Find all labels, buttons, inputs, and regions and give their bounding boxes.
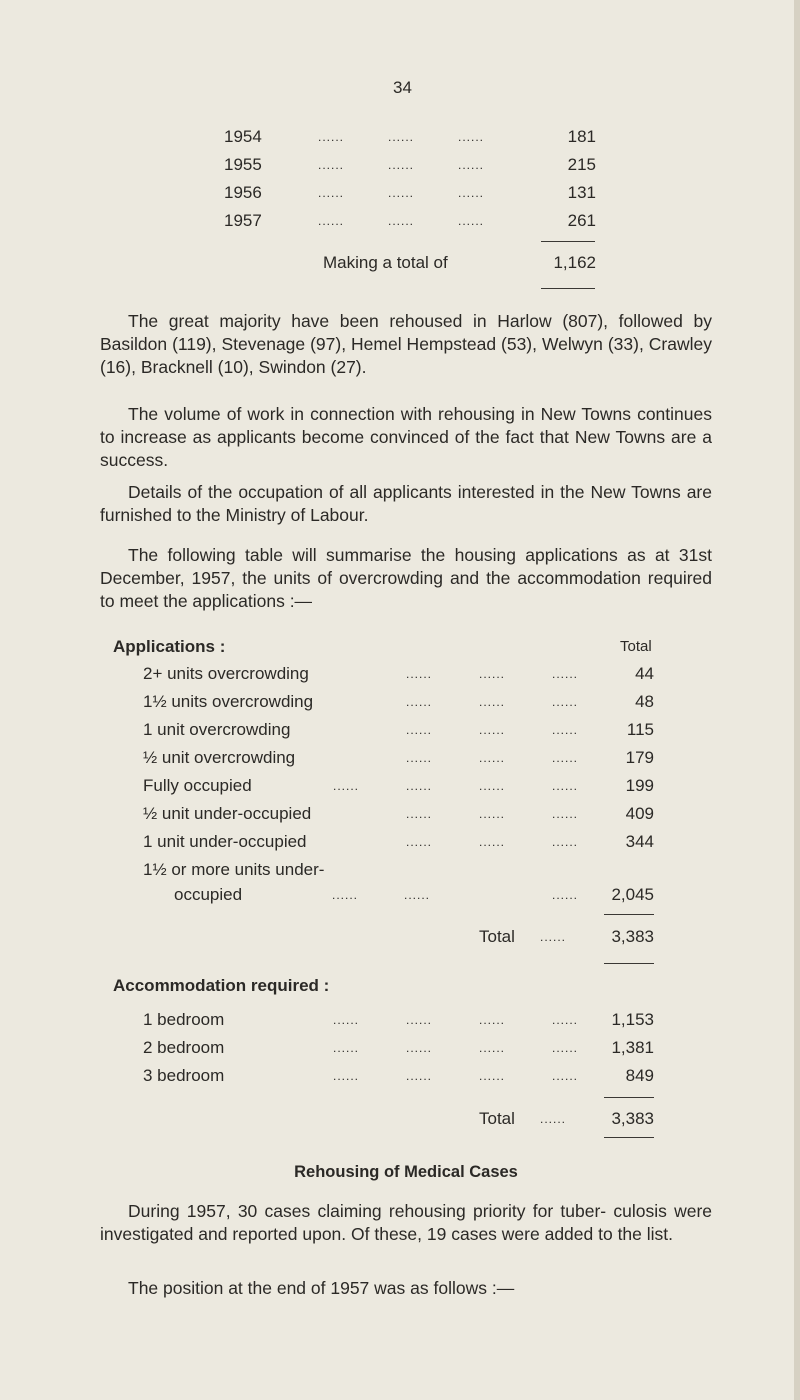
- application-label-continued: occupied: [174, 885, 243, 904]
- leader-dots: ......: [388, 214, 415, 228]
- leader-dots: ......: [318, 158, 345, 172]
- application-value: 44: [635, 664, 654, 683]
- leader-dots: ......: [406, 667, 433, 681]
- leader-dots: ......: [458, 130, 485, 144]
- leader-dots: ......: [479, 779, 506, 793]
- leader-dots: ......: [406, 1069, 433, 1083]
- leader-dots: ......: [406, 807, 433, 821]
- applications-total-label: Total: [479, 927, 515, 946]
- applications-heading: Applications :: [113, 637, 226, 656]
- leader-dots: ......: [552, 835, 579, 849]
- leader-dots: ......: [318, 186, 345, 200]
- leader-dots: ......: [406, 723, 433, 737]
- leader-dots: ......: [333, 1069, 360, 1083]
- year-value: 215: [567, 155, 596, 174]
- rule: [604, 1097, 654, 1098]
- leader-dots: ......: [479, 695, 506, 709]
- leader-dots: ......: [332, 888, 359, 902]
- application-value: 409: [625, 804, 654, 823]
- paragraph-details: Details of the occupation of all applicants interested in the New Towns are furnished to the Ministry of Labour.: [100, 482, 712, 525]
- accommodation-heading: Accommodation required :: [113, 976, 330, 995]
- application-value: 48: [635, 692, 654, 711]
- year-label: 1957: [224, 211, 262, 230]
- paragraph-table-intro: The following table will summarise the housing applications as at 31st December, 1957, the units of overcrowding and the accommodation required to meet the applications :—: [100, 545, 712, 611]
- application-value: 115: [626, 720, 654, 739]
- application-label: ½ unit under-occupied: [143, 804, 312, 823]
- application-label: ½ unit overcrowding: [143, 748, 296, 767]
- applications-total-value: 3,383: [611, 927, 654, 946]
- application-label: 1½ units overcrowding: [143, 692, 314, 711]
- section-heading: Rehousing of Medical Cases: [294, 1163, 518, 1181]
- leader-dots: ......: [388, 186, 415, 200]
- making-total-value: 1,162: [553, 253, 596, 272]
- application-value: 199: [625, 776, 654, 795]
- application-value: 2,045: [611, 885, 654, 904]
- leader-dots: ......: [318, 130, 345, 144]
- leader-dots: ......: [333, 779, 360, 793]
- rule: [604, 963, 654, 964]
- leader-dots: ......: [552, 1013, 579, 1027]
- accommodation-value: 849: [625, 1066, 654, 1085]
- leader-dots: ......: [552, 888, 579, 902]
- leader-dots: ......: [406, 1041, 433, 1055]
- accommodation-value: 1,381: [611, 1038, 654, 1057]
- leader-dots: ......: [479, 1041, 506, 1055]
- leader-dots: ......: [479, 1013, 506, 1027]
- application-label: Fully occupied: [143, 776, 252, 795]
- leader-dots: ......: [552, 723, 579, 737]
- leader-dots: ......: [552, 807, 579, 821]
- rule: [604, 1137, 654, 1138]
- leader-dots: ......: [406, 751, 433, 765]
- leader-dots: ......: [479, 723, 506, 737]
- application-value: 179: [625, 748, 654, 767]
- leader-dots: ......: [333, 1041, 360, 1055]
- leader-dots: ......: [479, 667, 506, 681]
- leader-dots: ......: [406, 1013, 433, 1027]
- year-label: 1955: [224, 155, 262, 174]
- application-label: 1 unit under-occupied: [143, 832, 307, 851]
- leader-dots: ......: [333, 1013, 360, 1027]
- page-edge: [794, 0, 800, 1400]
- leader-dots: ......: [552, 667, 579, 681]
- year-value: 131: [567, 183, 596, 202]
- leader-dots: ......: [404, 888, 431, 902]
- total-column-header: Total: [620, 638, 652, 655]
- leader-dots: ......: [406, 695, 433, 709]
- paragraph-volume: The volume of work in connection with rehousing in New Towns continues to increase as applicants become convinced of the fact that New Towns are a success.: [100, 404, 712, 470]
- leader-dots: ......: [388, 130, 415, 144]
- leader-dots: ......: [552, 1041, 579, 1055]
- leader-dots: ......: [406, 835, 433, 849]
- accommodation-value: 1,153: [611, 1010, 654, 1029]
- accommodation-total-value: 3,383: [611, 1109, 654, 1128]
- rule: [604, 914, 654, 915]
- leader-dots: ......: [479, 1069, 506, 1083]
- application-label: 2+ units overcrowding: [143, 664, 309, 683]
- leader-dots: ......: [540, 1112, 567, 1126]
- leader-dots: ......: [479, 751, 506, 765]
- leader-dots: ......: [388, 158, 415, 172]
- year-label: 1954: [224, 127, 262, 146]
- leader-dots: ......: [479, 835, 506, 849]
- rule: [541, 288, 595, 289]
- year-value: 181: [567, 127, 596, 146]
- accommodation-label: 1 bedroom: [143, 1010, 225, 1029]
- year-value: 261: [567, 211, 596, 230]
- year-label: 1956: [224, 183, 262, 202]
- leader-dots: ......: [552, 1069, 579, 1083]
- paragraph-new-towns: The great majority have been rehoused in Harlow (807), followed by Basildon (119), Stevenage (97), Hemel Hempstead (53), Welwyn (33), Crawley (16), Bracknell (10), Swindon (27).: [100, 311, 712, 377]
- paragraph-position: The position at the end of 1957 was as follows :—: [128, 1278, 515, 1298]
- making-total-label: Making a total of: [323, 253, 448, 272]
- leader-dots: ......: [552, 695, 579, 709]
- leader-dots: ......: [406, 779, 433, 793]
- leader-dots: ......: [552, 751, 579, 765]
- rule: [541, 241, 595, 242]
- leader-dots: ......: [318, 214, 345, 228]
- leader-dots: ......: [552, 779, 579, 793]
- leader-dots: ......: [479, 807, 506, 821]
- leader-dots: ......: [458, 186, 485, 200]
- leader-dots: ......: [458, 214, 485, 228]
- application-value: 344: [625, 832, 654, 851]
- leader-dots: ......: [458, 158, 485, 172]
- leader-dots: ......: [540, 930, 567, 944]
- paragraph-medical-cases: During 1957, 30 cases claiming rehousing priority for tuber- culosis were investigated and reported upon. Of these, 19 cases were added to the list.: [100, 1201, 712, 1244]
- page-number: 34: [393, 78, 412, 97]
- accommodation-label: 2 bedroom: [143, 1038, 225, 1057]
- application-label: 1 unit overcrowding: [143, 720, 291, 739]
- accommodation-label: 3 bedroom: [143, 1066, 225, 1085]
- application-label: 1½ or more units under-: [143, 860, 325, 879]
- accommodation-total-label: Total: [479, 1109, 515, 1128]
